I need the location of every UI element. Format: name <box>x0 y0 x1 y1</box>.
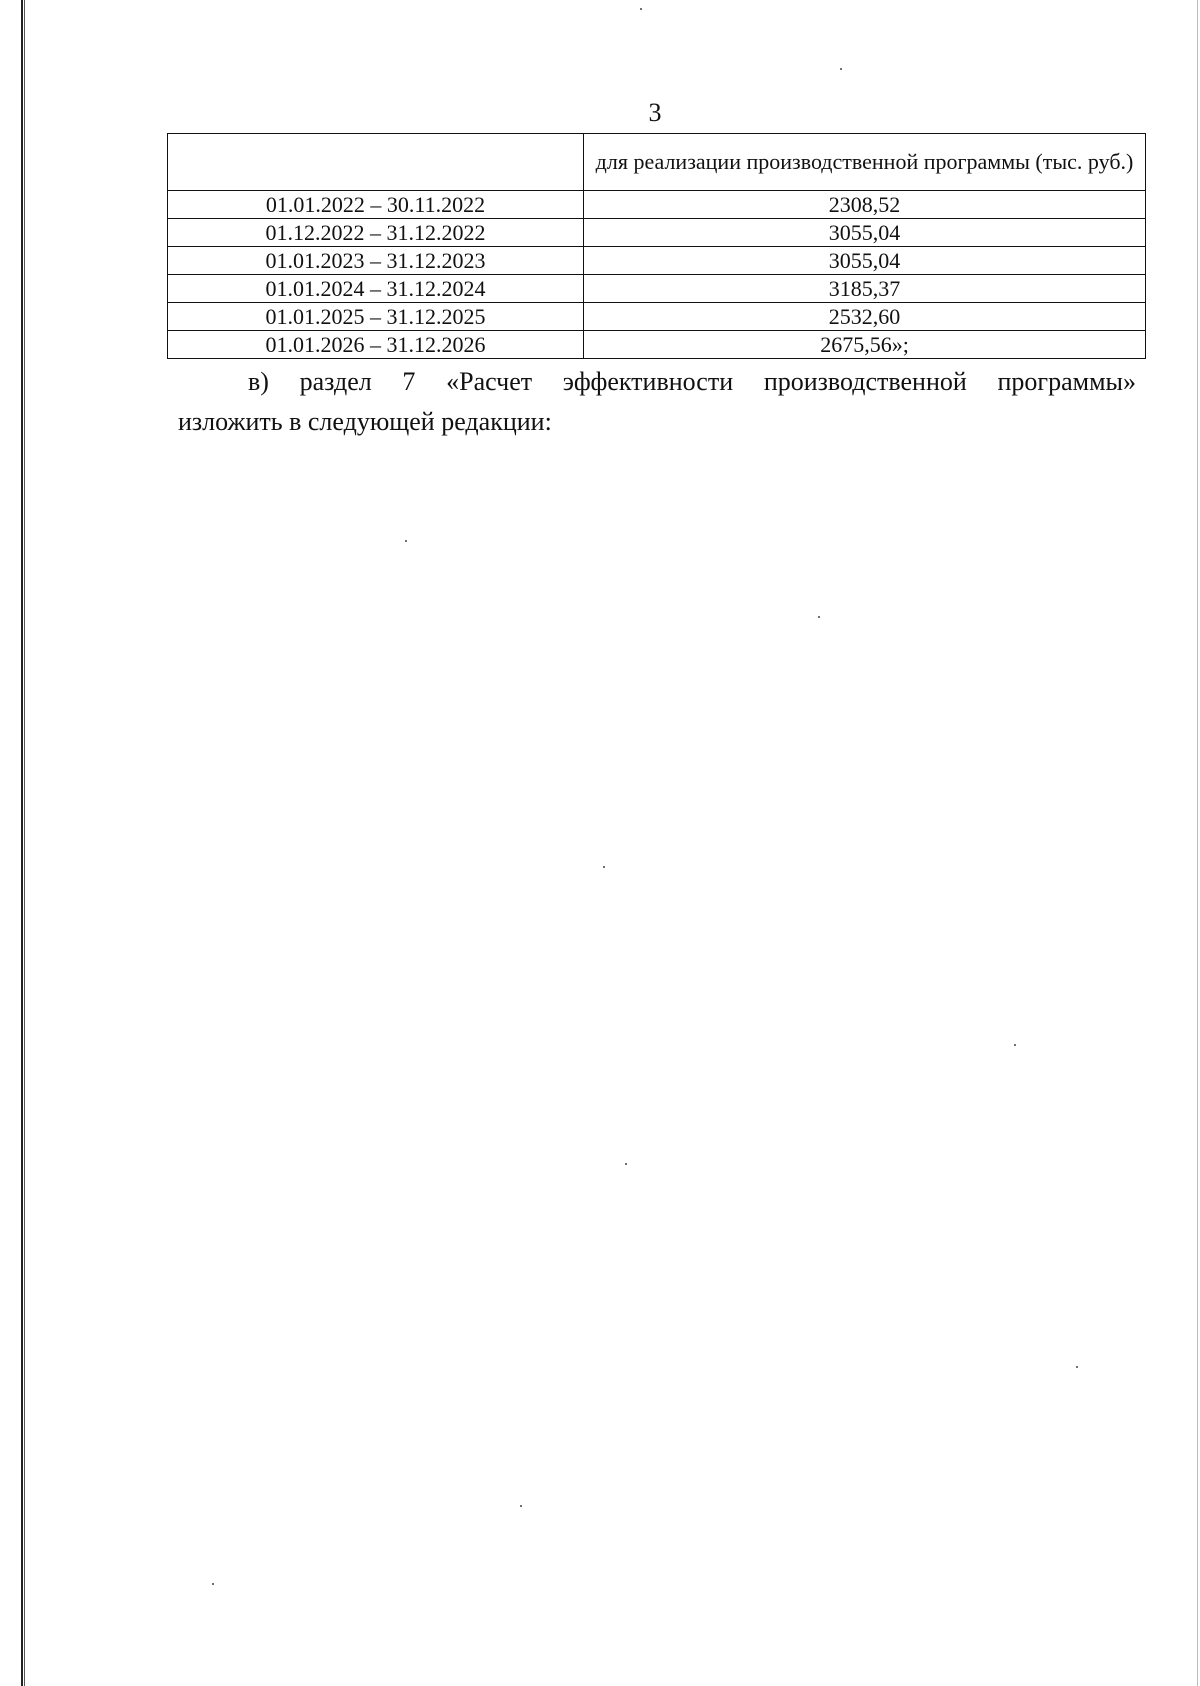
amount-cell: 2532,60 <box>584 303 1146 331</box>
scan-speck <box>640 8 642 10</box>
amount-cell: 2308,52 <box>584 191 1146 219</box>
table-row <box>168 191 1146 219</box>
scan-speck <box>840 68 842 70</box>
scan-speck <box>603 866 605 868</box>
scan-speck <box>1014 1044 1016 1046</box>
period-cell: 01.01.2025 – 31.12.2025 <box>168 303 584 331</box>
table-row <box>168 275 1146 303</box>
scan-speck <box>212 1583 214 1585</box>
period-cell: 01.01.2024 – 31.12.2024 <box>168 275 584 303</box>
scan-speck <box>818 616 820 618</box>
page-number: 3 <box>648 98 662 127</box>
header-cell-period <box>168 134 584 191</box>
scan-speck <box>520 1505 522 1507</box>
body-paragraph <box>178 362 1136 442</box>
period-cell: 01.12.2022 – 31.12.2022 <box>168 219 584 247</box>
amount-cell: 3055,04 <box>584 219 1146 247</box>
page-right-edge <box>1197 0 1198 1686</box>
binding-edge-line <box>21 0 23 1686</box>
binding-edge-line-inner <box>24 0 25 1686</box>
amount-cell: 3055,04 <box>584 247 1146 275</box>
scan-speck <box>1076 1366 1078 1368</box>
period-cell: 01.01.2022 – 30.11.2022 <box>168 191 584 219</box>
table-row <box>168 303 1146 331</box>
scan-speck <box>625 1163 627 1165</box>
table-row <box>168 219 1146 247</box>
period-cell: 01.01.2026 – 31.12.2026 <box>168 331 584 359</box>
header-cell-amount: для реализации производственной программы (тыс. руб.) <box>584 134 1146 191</box>
paragraph-line-1: в) раздел 7 «Расчет эффективности производственной программы» <box>248 367 1136 396</box>
amount-cell: 2675,56»; <box>584 331 1146 359</box>
period-cell: 01.01.2023 – 31.12.2023 <box>168 247 584 275</box>
tariff-table <box>167 133 1146 359</box>
table-header-row <box>168 134 1146 191</box>
table-row <box>168 247 1146 275</box>
paragraph-line-2: изложить в следующей редакции: <box>178 407 552 436</box>
amount-cell: 3185,37 <box>584 275 1146 303</box>
table-row <box>168 331 1146 359</box>
scan-speck <box>405 540 407 542</box>
